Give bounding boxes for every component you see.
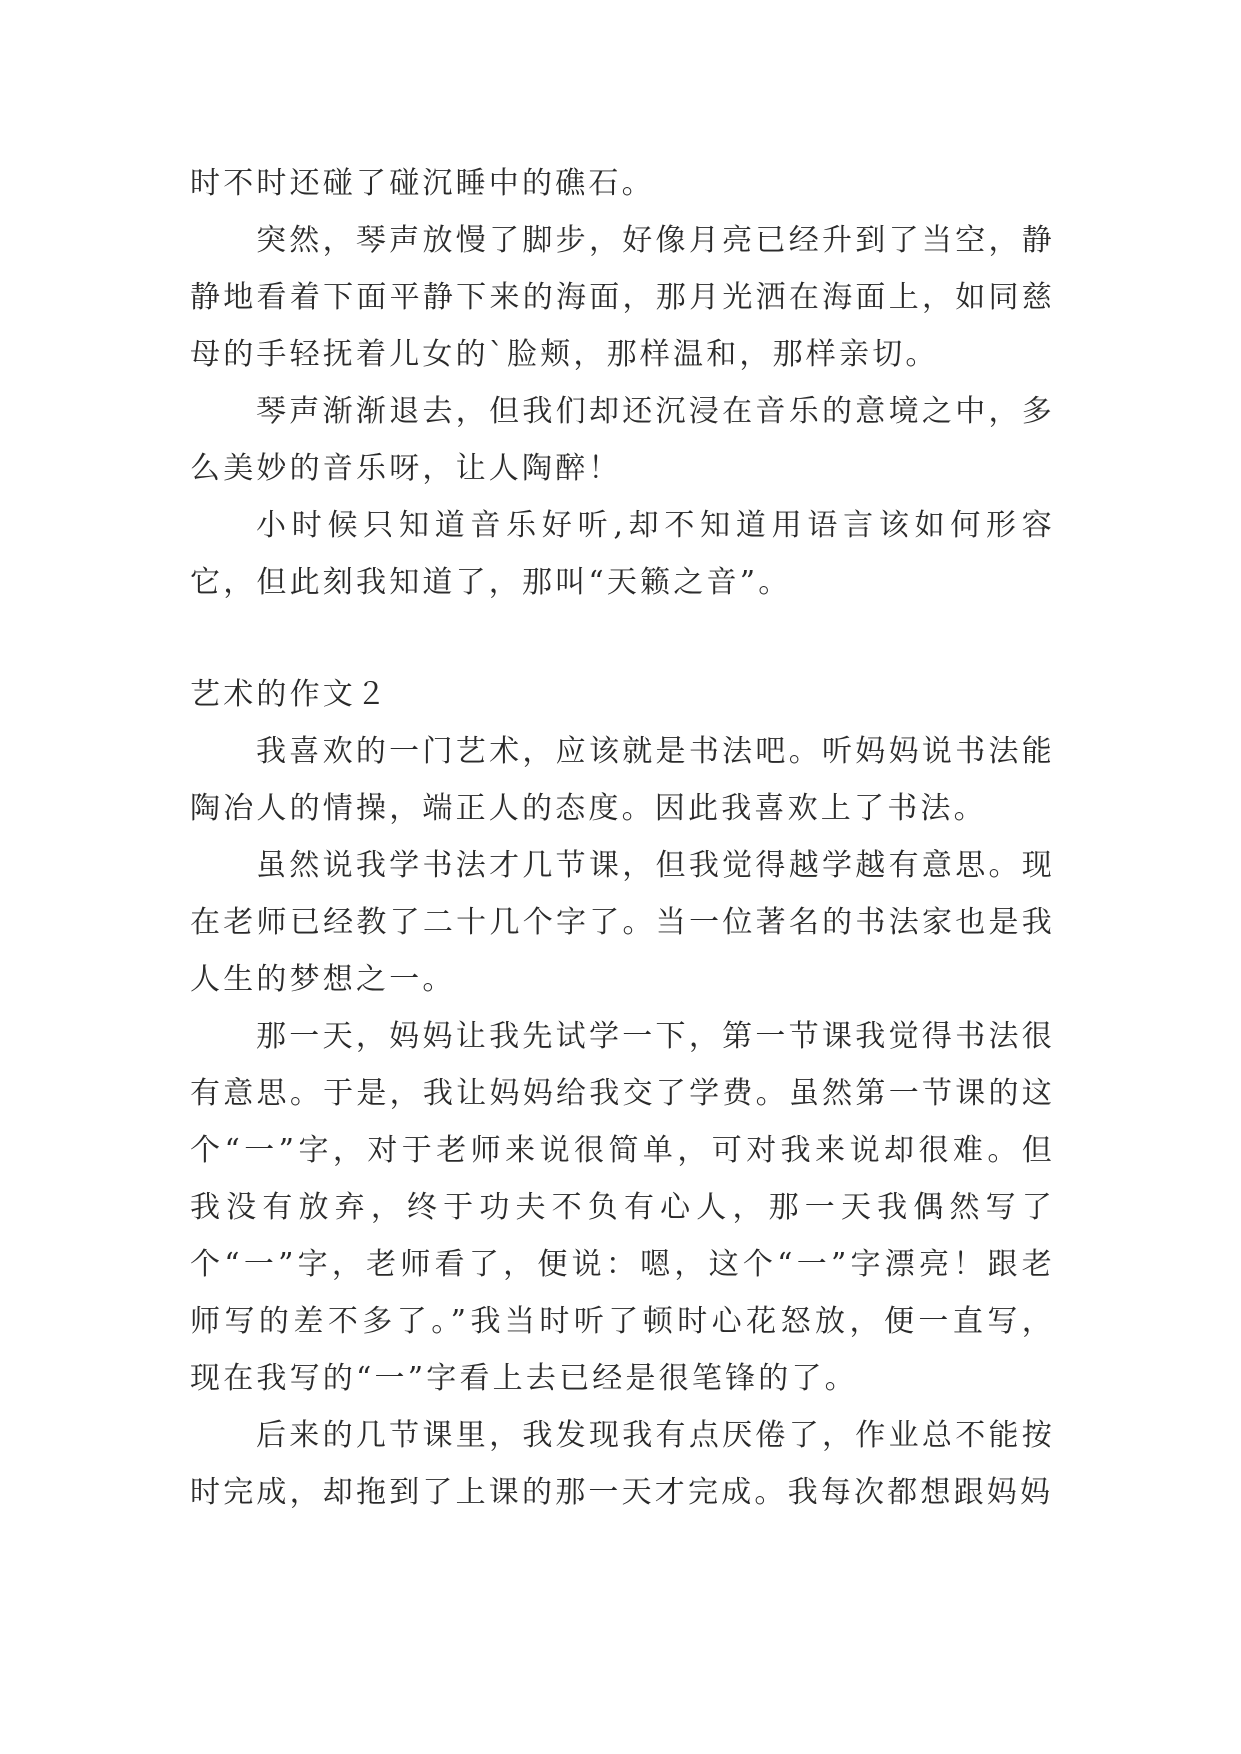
paragraph-continuation: 时不时还碰了碰沉睡中的礁石。 (190, 166, 655, 201)
paragraph: 突然，琴声放慢了脚步，好像月亮已经升到了当空，静静地看着下面平静下来的海面，那月光洒在海面上，如同慈母的手轻抚着儿女的`脸颊，那样温和，那样亲切。 (190, 223, 1055, 372)
paragraph: 后来的几节课里，我发现我有点厌倦了，作业总不能按时完成，却拖到了上课的那一天才完成。我每次都想跟妈妈 (190, 1418, 1055, 1510)
section-title: 艺术的作文２ (190, 677, 390, 712)
paragraph: 那一天，妈妈让我先试学一下，第一节课我觉得书法很有意思。于是，我让妈妈给我交了学费。虽然第一节课的这个“一”字，对于老师来说很简单，可对我来说却很难。但我没有放弃，终于功夫不负有心人，那一天我偶然写了个“一”字，老师看了，便说：嗯，这个“一”字漂亮！跟老师写的差不多了。”我当时听了顿时心花怒放，便一直写，现在我写的“一”字看上去已经是很笔锋的了。 (190, 1019, 1055, 1396)
paragraph: 小时候只知道音乐好听,却不知道用语言该如何形容它，但此刻我知道了，那叫“天籁之音”。 (190, 508, 1055, 600)
document-body (190, 155, 1055, 1521)
paragraph: 琴声渐渐退去，但我们却还沉浸在音乐的意境之中，多么美妙的音乐呀，让人陶醉！ (190, 394, 1055, 486)
paragraph: 虽然说我学书法才几节课，但我觉得越学越有意思。现在老师已经教了二十几个字了。当一位著名的书法家也是我人生的梦想之一。 (190, 848, 1055, 997)
paragraph: 我喜欢的一门艺术，应该就是书法吧。听妈妈说书法能陶冶人的情操，端正人的态度。因此我喜欢上了书法。 (190, 734, 1055, 826)
